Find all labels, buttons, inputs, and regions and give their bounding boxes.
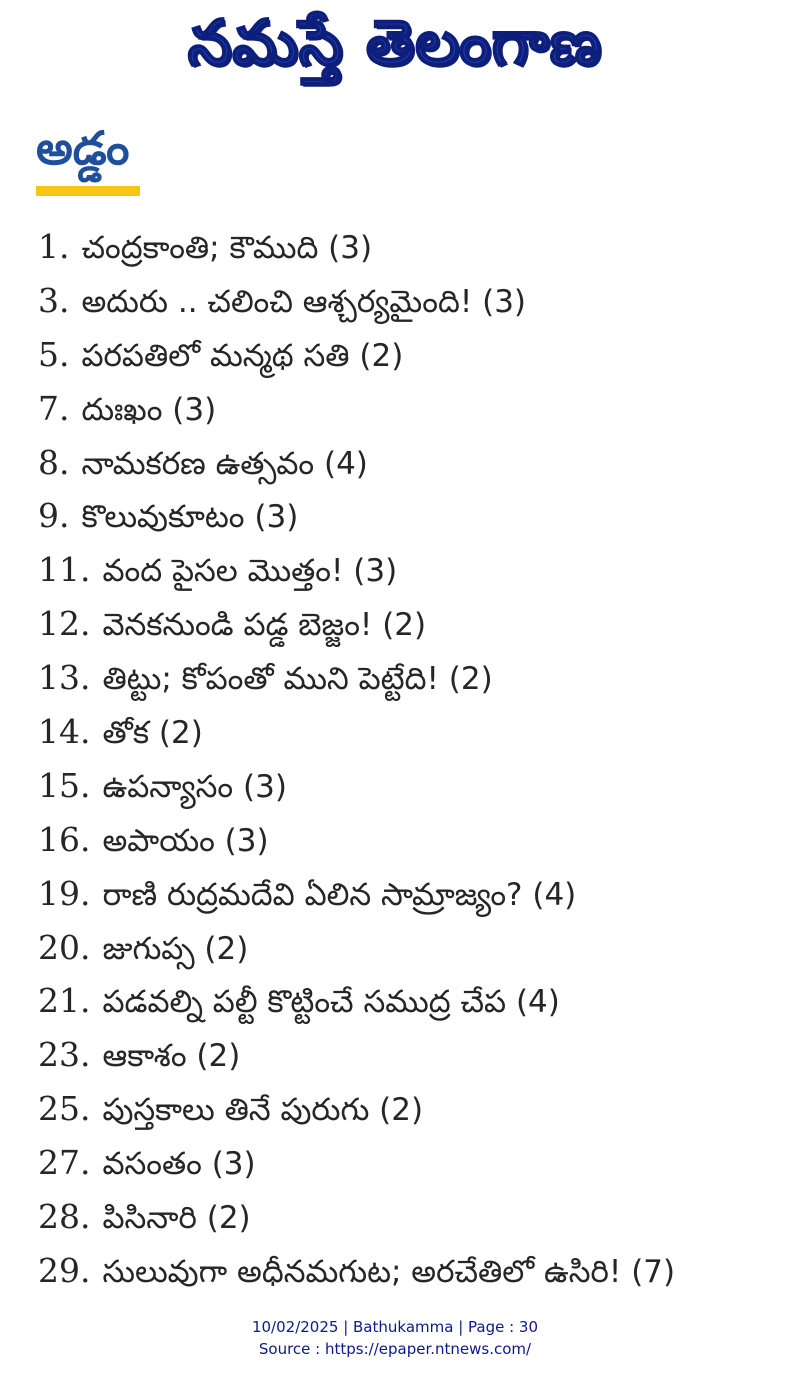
heading-underline-bar <box>36 186 140 196</box>
footer-date-line: 10/02/2025 | Bathukamma | Page : 30 <box>251 1318 539 1336</box>
clue-number: 19. <box>38 873 91 913</box>
clue-item <box>38 1190 768 1244</box>
clue-item <box>38 1028 768 1082</box>
clue-text: పుస్తకాలు తినే పురుగు (2) <box>102 1092 424 1129</box>
section-heading-across: అడ్డం <box>36 121 130 175</box>
clue-item <box>38 1136 768 1190</box>
clue-number: 15. <box>38 765 91 805</box>
clue-number: 11. <box>38 550 91 590</box>
clue-number: 29. <box>38 1250 91 1290</box>
clue-text: జుగుప్స (2) <box>102 930 249 967</box>
clue-text: రాణి రుద్రమదేవి ఏలిన సామ్రాజ్యం? (4) <box>102 876 577 913</box>
clue-number: 20. <box>38 927 91 967</box>
clue-text: ఉపన్యాసం (3) <box>102 768 287 805</box>
clue-text: పరపతిలో మన్మథ సతి (2) <box>81 337 404 374</box>
clue-item <box>38 705 768 759</box>
clue-text: పిసినారి (2) <box>102 1200 251 1237</box>
clue-text: పడవల్ని పల్టీ కొట్టించే సముద్ర చేప (4) <box>102 984 560 1021</box>
clue-number: 3. <box>38 280 70 320</box>
clue-text: వసంతం (3) <box>102 1146 256 1183</box>
clue-list <box>38 220 768 1298</box>
page-footer <box>0 1316 790 1360</box>
clue-text: అదురు .. చలించి ఆశ్చర్యమైంది! (3) <box>81 283 527 320</box>
clue-item <box>38 489 768 543</box>
clue-text: అపాయం (3) <box>102 822 269 859</box>
clue-item <box>38 220 768 274</box>
clue-item <box>38 274 768 328</box>
clue-item <box>38 543 768 597</box>
clue-text: నామకరణ ఉత్సవం (4) <box>81 445 368 482</box>
clue-number: 23. <box>38 1035 91 1075</box>
clue-number: 5. <box>38 334 70 374</box>
clue-number: 21. <box>38 981 91 1021</box>
clue-item <box>38 813 768 867</box>
clue-text: కొలువుకూటం (3) <box>81 499 299 536</box>
clue-item <box>38 1082 768 1136</box>
clue-item <box>38 651 768 705</box>
clue-item <box>38 436 768 490</box>
clue-item <box>38 974 768 1028</box>
newspaper-masthead: నమస్తే తెలంగాణ <box>187 6 603 79</box>
clue-number: 14. <box>38 712 91 752</box>
clue-number: 8. <box>38 442 70 482</box>
clue-number: 27. <box>38 1143 91 1183</box>
clue-number: 7. <box>38 388 70 428</box>
clue-number: 13. <box>38 658 91 698</box>
clue-number: 25. <box>38 1089 91 1129</box>
clue-number: 16. <box>38 819 91 859</box>
clue-text: తోక (2) <box>102 715 203 752</box>
clue-number: 28. <box>38 1197 91 1237</box>
clue-item <box>38 867 768 921</box>
clue-number: 9. <box>38 496 70 536</box>
clue-item <box>38 759 768 813</box>
clue-number: 1. <box>38 227 70 266</box>
clue-text: చంద్రకాంతి; కౌముది (3) <box>81 230 373 266</box>
clue-text: సులువుగా అధీనమగుట; అరచేతిలో ఉసిరి! (7) <box>102 1253 676 1290</box>
clue-text: తిట్టు; కోపంతో ముని పెట్టేది! (2) <box>102 661 493 698</box>
clue-text: వెనకనుండి పడ్డ బెజ్జం! (2) <box>102 607 427 644</box>
clue-item <box>38 921 768 975</box>
clue-text: వంద పైసల మొత్తం! (3) <box>102 553 398 590</box>
clue-item <box>38 1244 768 1298</box>
clue-text: దుఃఖం (3) <box>81 391 217 428</box>
clue-item <box>38 597 768 651</box>
clue-item <box>38 328 768 382</box>
clue-item <box>38 382 768 436</box>
clue-text: ఆకాశం (2) <box>102 1038 241 1075</box>
clue-number: 12. <box>38 604 91 644</box>
footer-source-line: Source : https://epaper.ntnews.com/ <box>258 1340 532 1358</box>
